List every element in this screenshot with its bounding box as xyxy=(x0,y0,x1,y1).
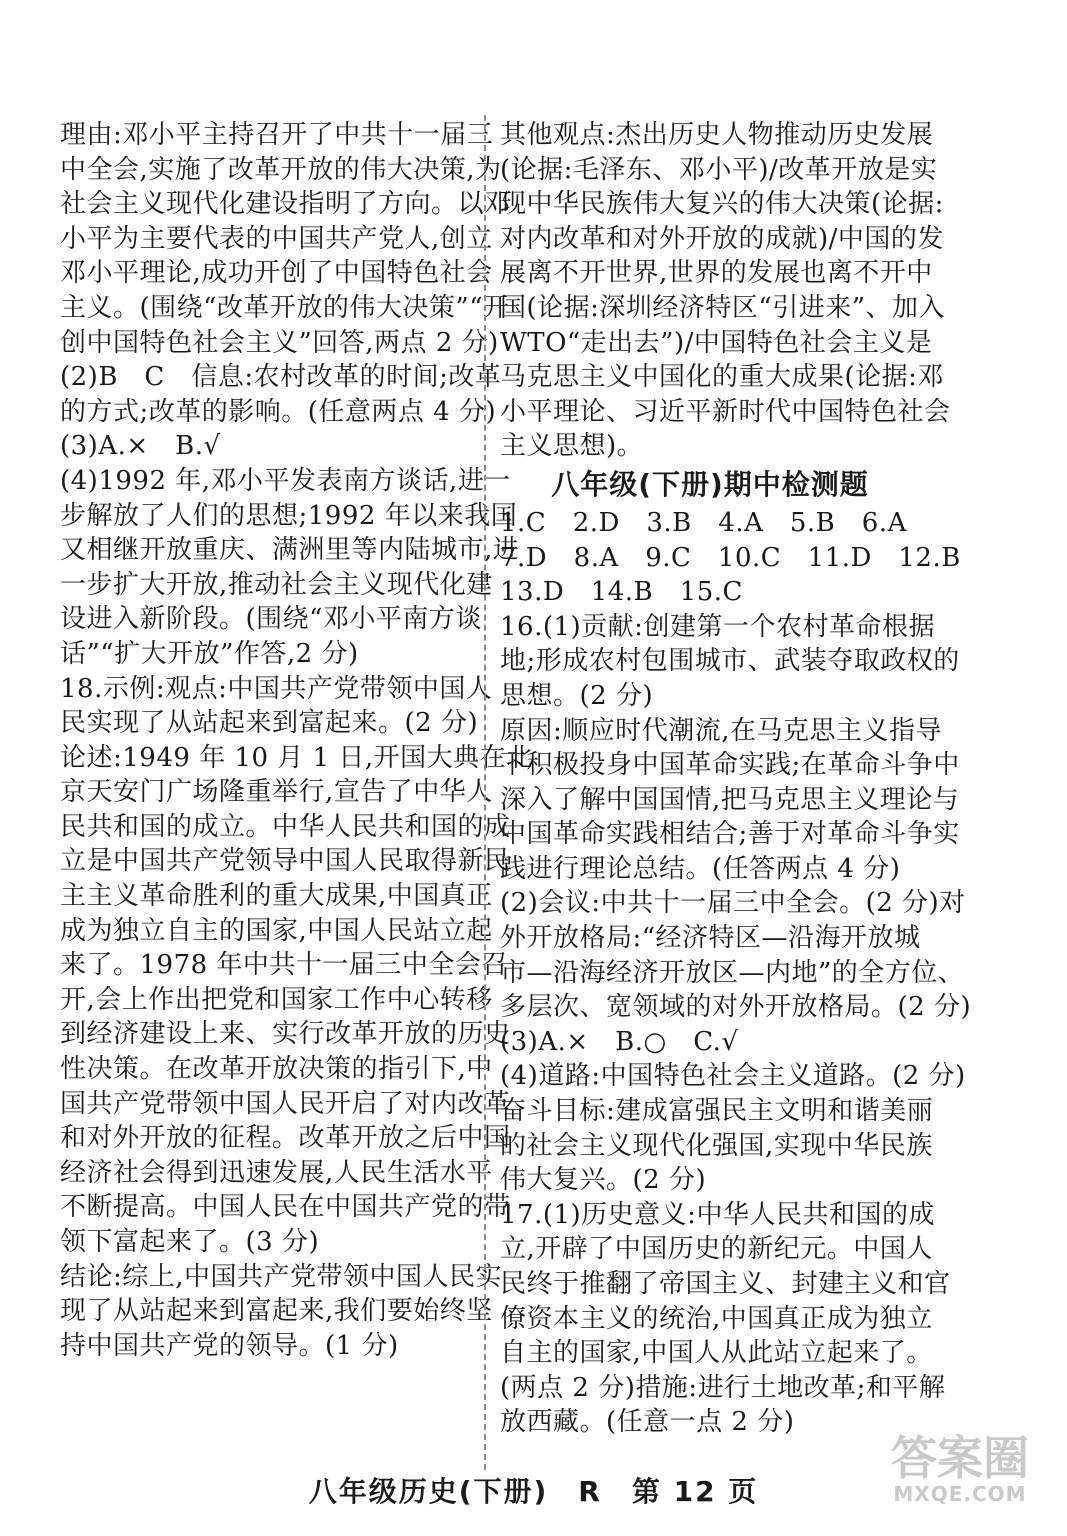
text-line: (4)道路:中国特色社会主义道路。(2 分) xyxy=(500,1061,966,1092)
text-line: 思想。(2 分) xyxy=(500,680,654,711)
text-line: 地;形成农村包围城市、武装夺取政权的 xyxy=(500,646,960,677)
text-line: 成为独立自主的国家,中国人民站立起 xyxy=(60,915,493,946)
page-footer: 八年级历史(下册) R 第 12 页 xyxy=(308,1475,759,1508)
text-line: 理由:邓小平主持召开了中共十一届三 xyxy=(60,120,494,150)
text-line: 主义。(围绕“改革开放的伟大决策”“开 xyxy=(60,292,510,323)
text-line: 性决策。在改革开放决策的指引下,中 xyxy=(60,1054,493,1085)
text-line: 深入了解中国国情,把马克思主义理论与 xyxy=(500,784,960,815)
text-line: 持中国共产党的领导。(1 分) xyxy=(60,1330,399,1361)
text-line: 创中国特色社会主义”回答,两点 2 分) xyxy=(60,327,499,358)
text-line: 步解放了人们的思想;1992 年以来我国 xyxy=(60,500,518,531)
text-line: 的方式;改革的影响。(任意两点 4 分) xyxy=(60,396,497,427)
text-line: 开,会上作出把党和国家工作中心转移 xyxy=(60,984,493,1015)
text-line: 原因:顺应时代潮流,在马克思主义指导 xyxy=(500,715,943,746)
text-line: 小平理论、习近平新时代中国特色社会 xyxy=(500,396,951,427)
text-line: 中全会,实施了改革开放的伟大决策,为 xyxy=(60,154,502,185)
text-line: 僚资本主义的统治,中国真正成为独立 xyxy=(500,1303,933,1334)
text-line: 结论:综上,中国共产党带领中国人民实 xyxy=(60,1261,503,1292)
watermark-url: MXQE.COM xyxy=(893,1482,1027,1506)
right-column-bottom xyxy=(500,506,972,1440)
text-line: 市—沿海经济开放区—内地”的全方位、 xyxy=(500,957,965,988)
text-line: 自主的国家,中国人从此站立起来了。 xyxy=(500,1338,933,1369)
text-line: 主主义革命胜利的重大成果,中国真正 xyxy=(60,881,493,912)
text-line: 到经济建设上来、实行改革开放的历史 xyxy=(60,1019,511,1050)
text-line: 践进行理论总结。(任答两点 4 分) xyxy=(500,853,901,884)
text-line: 对内改革和对外开放的成就)/中国的发 xyxy=(500,223,944,254)
text-line: (2)会议:中共十一届三中全会。(2 分)对 xyxy=(500,888,966,919)
text-line: WTO“走出去”)/中国特色社会主义是 xyxy=(500,327,933,358)
text-line: (4)1992 年,邓小平发表南方谈话,进一 xyxy=(60,465,511,496)
text-line: 小平为主要代表的中国共产党人,创立 xyxy=(60,223,493,254)
text-line: 立,开辟了中国历史的新纪元。中国人 xyxy=(500,1234,933,1265)
text-line: 7.D 8.A 9.C 10.C 11.D 12.B xyxy=(500,542,961,573)
text-line: 中国革命实践相结合;善于对革命斗争实 xyxy=(500,819,960,850)
watermark-logo: 答案圈 xyxy=(891,1431,1029,1485)
text-line: 13.D 14.B 15.C xyxy=(500,577,743,608)
text-line: 展离不开世界,世界的发展也离不开中 xyxy=(500,258,933,289)
text-line: 18.示例:观点:中国共产党带领中国人 xyxy=(60,673,493,704)
text-line: 其他观点:杰出历史人物推动历史发展 xyxy=(500,120,934,150)
text-line: 下积极投身中国革命实践;在革命斗争中 xyxy=(500,750,960,781)
right-column-top xyxy=(500,118,951,464)
text-line: 立是中国共产党领导中国人民取得新民 xyxy=(60,846,511,877)
text-line: 论述:1949 年 10 月 1 日,开国大典在北 xyxy=(60,742,533,773)
text-line: 社会主义现代化建设指明了方向。以邓 xyxy=(60,189,511,220)
text-line: 不断提高。中国人民在中国共产党的带 xyxy=(60,1192,511,1223)
text-line: (论据:毛泽东、邓小平)/改革开放是实 xyxy=(500,154,938,185)
text-line: 来了。1978 年中共十一届三中全会召 xyxy=(60,950,508,981)
text-line: 国(论据:深圳经济特区“引进来”、加入 xyxy=(500,292,945,323)
text-line: 多层次、宽领域的对外开放格局。(2 分) xyxy=(500,992,972,1023)
column-divider xyxy=(484,115,486,1470)
section-title: 八年级(下册)期中检测题 xyxy=(551,467,869,501)
text-line: 设进入新阶段。(围绕“邓小平南方谈 xyxy=(60,604,482,635)
right-column xyxy=(500,118,972,1440)
watermark xyxy=(875,1431,1045,1514)
text-line: (3)A.× B.√ xyxy=(60,431,221,462)
text-line: (3)A.× B.○ C.√ xyxy=(500,1026,739,1057)
text-line: 奋斗目标:建成富强民主文明和谐美丽 xyxy=(500,1096,934,1127)
left-column xyxy=(60,118,533,1363)
text-line: (两点 2 分)措施:进行土地改革;和平解 xyxy=(500,1372,946,1403)
text-line: 的社会主义现代化强国,实现中华民族 xyxy=(500,1130,933,1161)
text-line: 外开放格局:“经济特区—沿海开放城 xyxy=(500,923,921,954)
text-line: (2)B C 信息:农村改革的时间;改革 xyxy=(60,362,502,393)
text-line: 16.(1)贡献:创建第一个农村革命根据 xyxy=(500,611,935,642)
text-line: 话”“扩大开放”作答,2 分) xyxy=(60,638,359,669)
text-line: 现中华民族伟大复兴的伟大决策(论据: xyxy=(500,189,944,220)
text-line: 领下富起来了。(3 分) xyxy=(60,1227,320,1257)
text-line: 经济社会得到迅速发展,人民生活水平 xyxy=(60,1157,493,1188)
text-line: 邓小平理论,成功开创了中国特色社会 xyxy=(60,258,493,289)
text-line: 民终于推翻了帝国主义、封建主义和官 xyxy=(500,1269,951,1299)
text-line: 主义思想)。 xyxy=(500,431,644,462)
text-line: 民实现了从站起来到富起来。(2 分) xyxy=(60,708,479,739)
text-line: 又相继开放重庆、满洲里等内陆城市,进 xyxy=(60,535,520,566)
text-line: 1.C 2.D 3.B 4.A 5.B 6.A xyxy=(500,507,907,538)
text-line: 17.(1)历史意义:中华人民共和国的成 xyxy=(500,1199,935,1230)
text-line: 京天安门广场隆重举行,宣告了中华人 xyxy=(60,777,493,808)
text-line: 现了从站起来到富起来,我们要始终坚 xyxy=(60,1296,493,1327)
text-line: 国共产党带领中国人民开启了对内改革 xyxy=(60,1088,511,1119)
text-line: 和对外开放的征程。改革开放之后中国 xyxy=(60,1123,511,1154)
text-line: 民共和国的成立。中华人民共和国的成 xyxy=(60,811,511,842)
text-line: 马克思主义中国化的重大成果(论据:邓 xyxy=(500,362,944,393)
text-line: 伟大复兴。(2 分) xyxy=(500,1165,707,1196)
text-line: 一步扩大开放,推动社会主义现代化建 xyxy=(60,569,493,600)
text-line: 放西藏。(任意一点 2 分) xyxy=(500,1407,795,1438)
